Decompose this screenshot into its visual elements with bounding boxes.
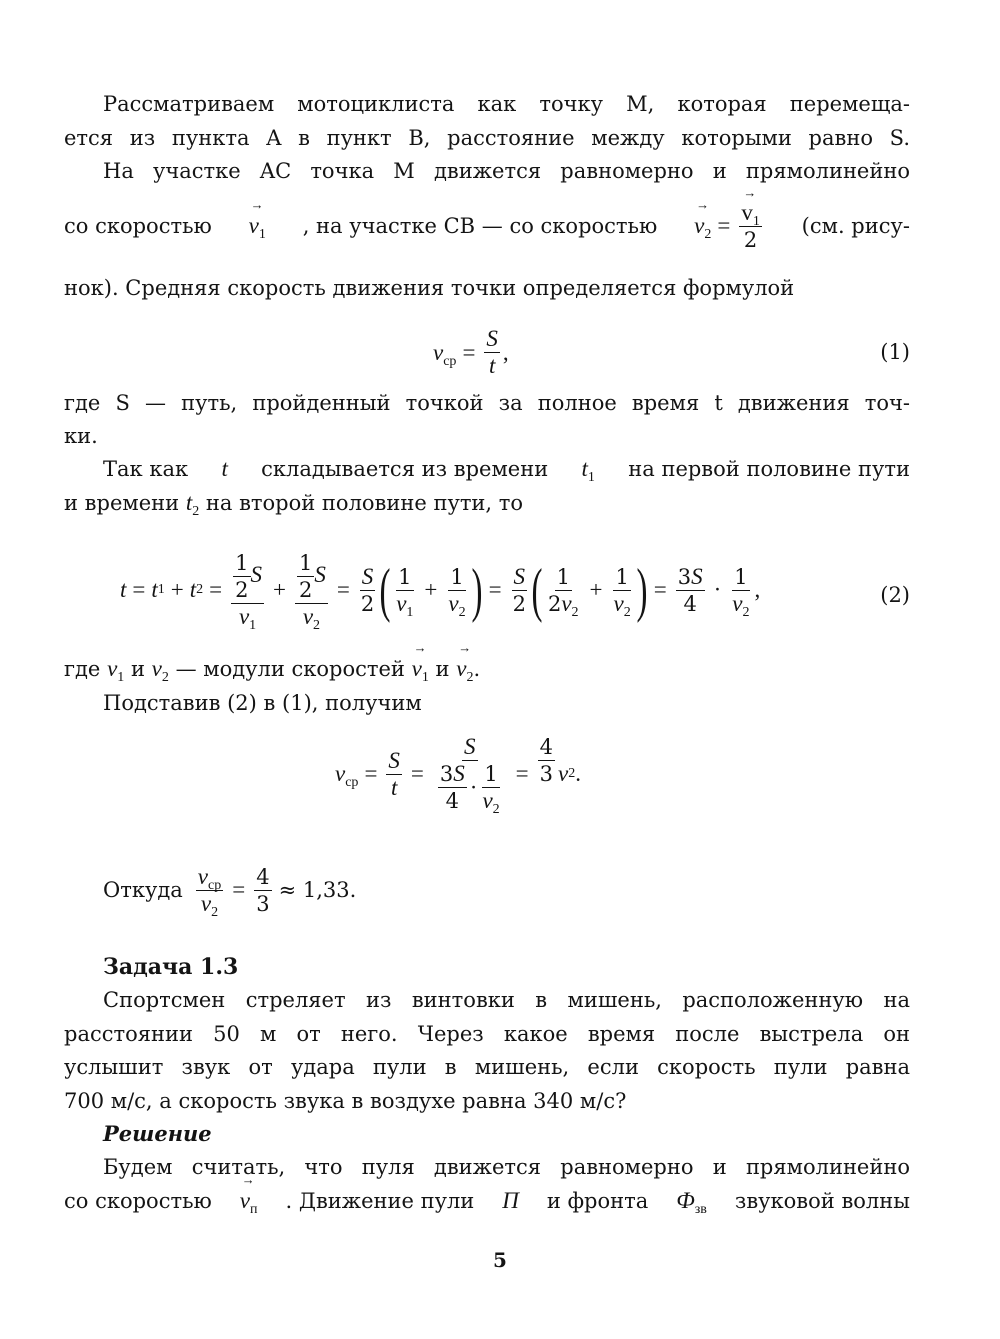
solution-text4: звуковой волны	[734, 1189, 910, 1213]
paragraph2-line2-text1: со скоростью	[64, 214, 212, 238]
equation-2-number: (2)	[880, 583, 910, 607]
v2-equals-v1-over-2: → $v_2$ = → $\frac{v_1}{2}$	[694, 200, 765, 253]
ratio-formula: $\frac{v_{ср}}{v_2}$ = $\frac{4}{3}$	[197, 863, 270, 920]
solution-text1: со скоростью	[64, 1189, 212, 1213]
paragraph5-text2: и	[130, 657, 145, 681]
solution-heading: Решение	[103, 1121, 212, 1146]
task-line3: услышит звук от удара пули в мишень, если скорость пули равна	[64, 1055, 910, 1079]
task-line1: Спортсмен стреляет из винтовки в мишень, расположенную на	[103, 988, 910, 1012]
paragraph7	[103, 860, 910, 920]
paragraph2-line2-text2: , на участке CB — со скоростью	[302, 214, 658, 238]
paragraph3-line2: ки.	[64, 424, 98, 448]
task-line2: расстоянии 50 м от него. Через какое время после выстрела он	[64, 1022, 910, 1046]
solution-line1: Будем считать, что пуля движется равномерно и прямолинейно	[103, 1155, 910, 1179]
paragraph4-text5: на второй половине пути, то	[205, 491, 524, 515]
solution-line2: со скоростью → $v_п$ . Движение пули П и фронта $Ф_{зв}$ звуковой волны	[64, 1187, 910, 1215]
task-heading: Задача 1.3	[103, 954, 239, 980]
paragraph7-result: ≈ 1,33.	[278, 878, 357, 902]
paragraph3-line1: где S — путь, пройденный точкой за полное время t движения точ-	[64, 391, 910, 415]
paragraph5: где $v_1$ и $v_2$ — модули скоростей → $v_1$ $и \to v_2$.	[64, 655, 910, 683]
paragraph2-line1: На участке AC точка M движется равномерно и прямолинейно	[103, 159, 910, 183]
paragraph5-text4: и	[435, 657, 450, 681]
paragraph2-line2	[64, 198, 910, 254]
paragraph1-line2: ется из пункта A в пункт B, расстояние между которыми равно S.	[64, 126, 910, 150]
page-number: 5	[493, 1248, 507, 1272]
paragraph2-line3: нок). Средняя скорость движения точки определяется формулой	[64, 276, 795, 300]
solution-text3: и фронта	[546, 1189, 649, 1213]
paragraph4-text1: Так как	[103, 457, 189, 481]
paragraph6: Подставив (2) в (1), получим	[103, 691, 422, 715]
solution-text2: . Движение пули	[285, 1189, 475, 1213]
paragraph5-text3: — модули скоростей	[175, 657, 405, 681]
paragraph4-text4: и времени	[64, 491, 180, 515]
paragraph4-text3: на первой половине пути	[628, 457, 910, 481]
paragraph4-text2: складывается из времени	[261, 457, 549, 481]
paragraph7-prefix: Откуда	[103, 878, 183, 902]
task-line4: 700 м/с, а скорость звука в воздухе равна 340 м/с?	[64, 1089, 627, 1113]
paragraph4-line1: Так как t складывается из времени $t_1$ на первой половине пути	[103, 456, 910, 485]
paragraph1-line1: Рассматриваем мотоциклиста как точку M, которая перемеща-	[103, 92, 910, 116]
paragraph5-text1: где	[64, 657, 101, 681]
equation-3: $v_{ср}$ = $\frac{S}{t}$ = S $\frac{3S}{4}$ · $\frac{1}{v_2}$ = $\frac{4}{3}$ v 2 .	[335, 734, 581, 817]
vector-v1: → $v_1$	[249, 212, 266, 240]
equation-2: t = t 1 + t 2 = $\frac{1}{2}$ S $v_1$ + $\frac{1}{2}$ S $v_2$ = $\frac{S}{2}$ ( $\frac{1}{v_1}$ + $\frac{1}{v_2}$ ) = $\frac{S}{2}$ ( $\frac{1}{2v_2}$ + $\frac{1}{v_2}$ ) = $\frac{3S}{4}$ · $\frac{1}{v_2}$ ,	[120, 551, 761, 633]
paragraph4-line2: и времени $t_2$ на второй половине пути, то	[64, 490, 524, 519]
paragraph2-line2-text3: (см. рису-	[801, 214, 910, 238]
equation-1-number: (1)	[880, 340, 910, 364]
equation-1: $v_{ср}$ = $\frac{S}{t}$ ,	[433, 326, 509, 378]
